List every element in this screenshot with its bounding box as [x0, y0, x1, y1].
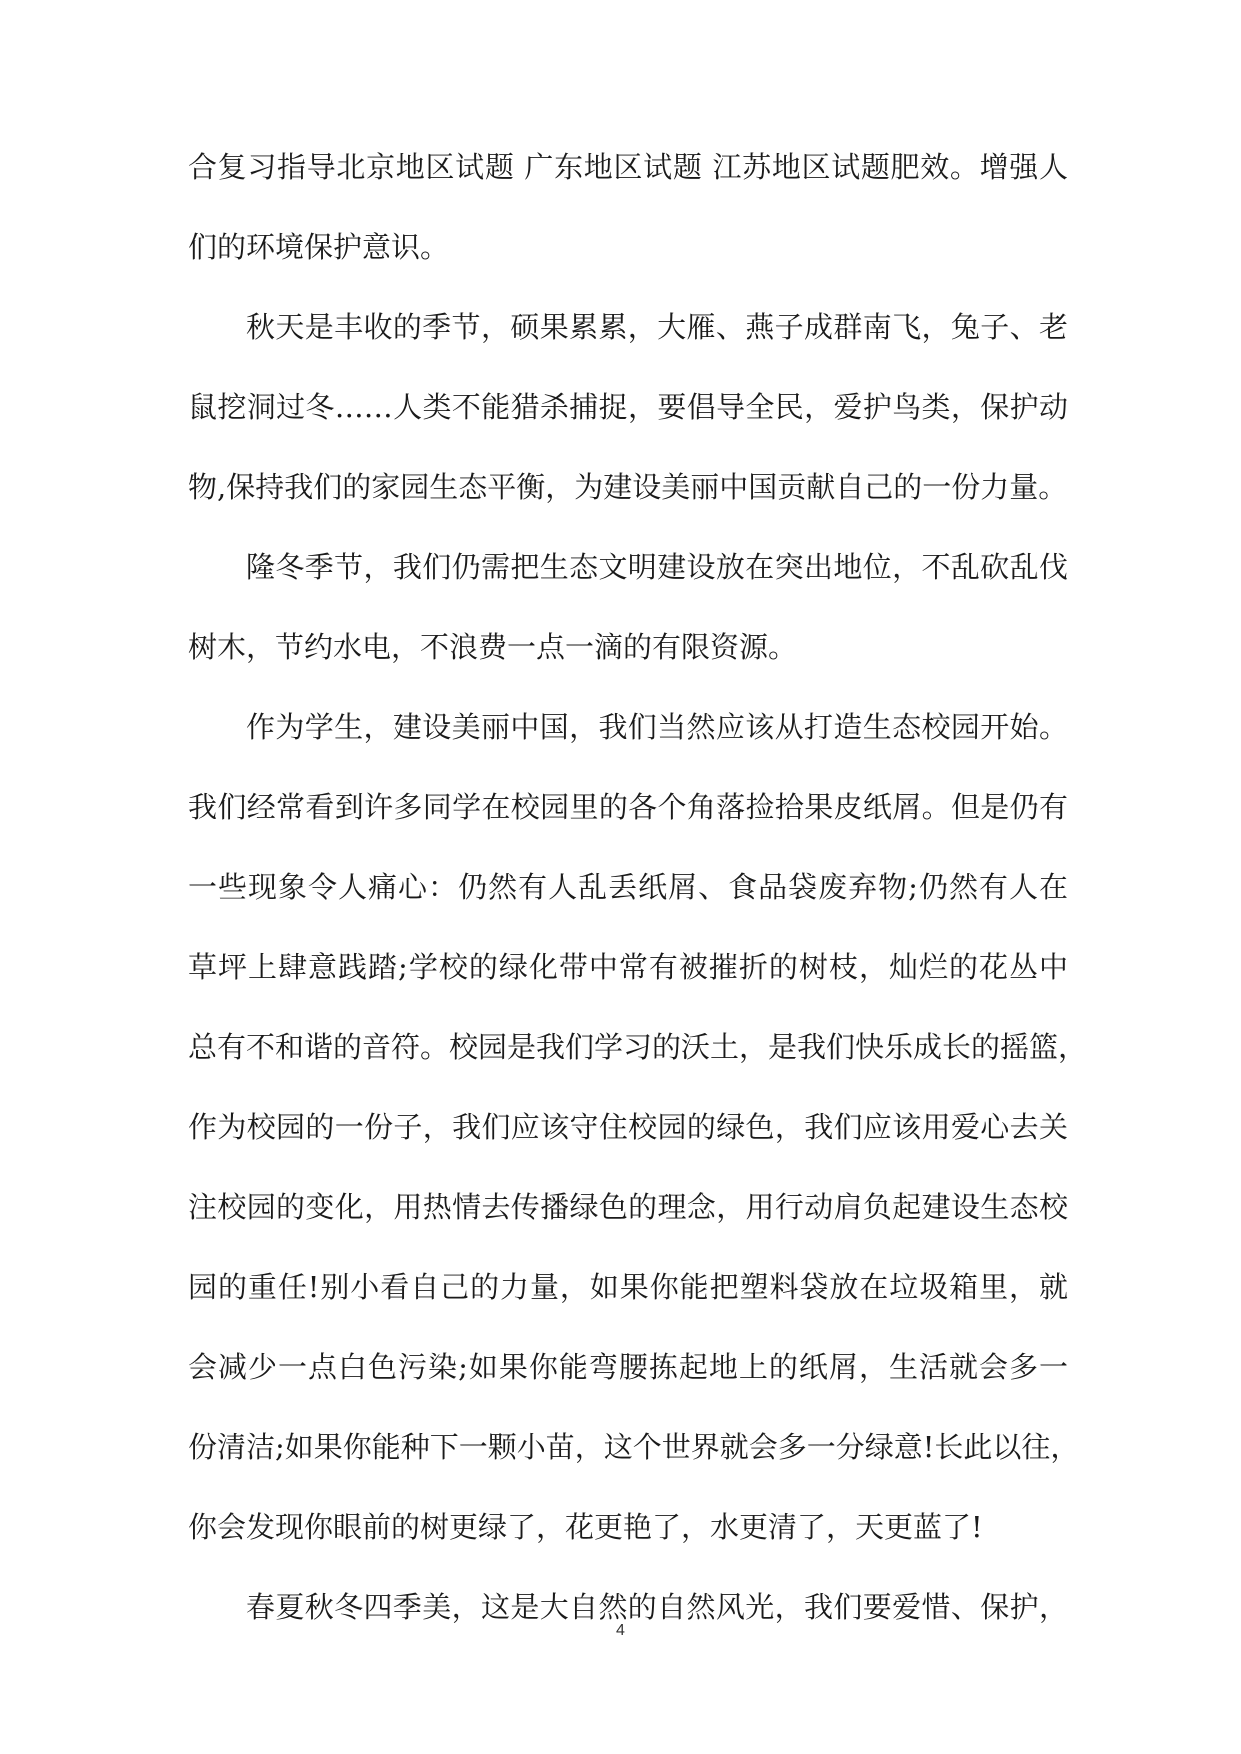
- text-line: 园的重任!别小看自己的力量，如果你能把塑料袋放在垃圾箱里，就: [188, 1270, 1068, 1304]
- body-text: [188, 140, 1088, 1660]
- text-line: 春夏秋冬四季美，这是大自然的自然风光，我们要爱惜、保护，: [246, 1590, 1068, 1624]
- text-line: 物,保持我们的家园生态平衡，为建设美丽中国贡献自己的一份力量。: [188, 470, 1068, 504]
- text-line: 们的环境保护意识。: [188, 230, 450, 264]
- text-line: 会减少一点白色污染;如果你能弯腰拣起地上的纸屑，生活就会多一: [188, 1350, 1068, 1384]
- text-line: 秋天是丰收的季节，硕果累累，大雁、燕子成群南飞，兔子、老: [246, 310, 1068, 344]
- text-line: 作为学生，建设美丽中国，我们当然应该从打造生态校园开始。: [246, 710, 1068, 744]
- text-line: 草坪上肆意践踏;学校的绿化带中常有被摧折的树枝，灿烂的花丛中: [188, 950, 1068, 984]
- text-line: 作为校园的一份子，我们应该守住校园的绿色，我们应该用爱心去关: [188, 1110, 1068, 1144]
- text-line: 份清洁;如果你能种下一颗小苗，这个世界就会多一分绿意!长此以往，: [188, 1430, 1080, 1464]
- page-number: 4: [616, 1622, 625, 1639]
- text-line: 隆冬季节，我们仍需把生态文明建设放在突出地位，不乱砍乱伐: [246, 550, 1068, 584]
- text-line: 合复习指导北京地区试题 广东地区试题 江苏地区试题肥效。增强人: [188, 150, 1068, 184]
- text-line: 我们经常看到许多同学在校园里的各个角落捡拾果皮纸屑。但是仍有: [188, 790, 1068, 824]
- text-line: 总有不和谐的音符。校园是我们学习的沃土，是我们快乐成长的摇篮，: [188, 1030, 1088, 1064]
- text-line: 鼠挖洞过冬……人类不能猎杀捕捉，要倡导全民，爱护鸟类，保护动: [188, 390, 1068, 424]
- text-line: 一些现象令人痛心：仍然有人乱丢纸屑、食品袋废弃物;仍然有人在: [188, 870, 1068, 904]
- text-line: 注校园的变化，用热情去传播绿色的理念，用行动肩负起建设生态校: [188, 1190, 1068, 1224]
- text-line: 树木，节约水电，不浪费一点一滴的有限资源。: [188, 630, 798, 664]
- text-line: 你会发现你眼前的树更绿了，花更艳了，水更清了，天更蓝了!: [188, 1510, 983, 1544]
